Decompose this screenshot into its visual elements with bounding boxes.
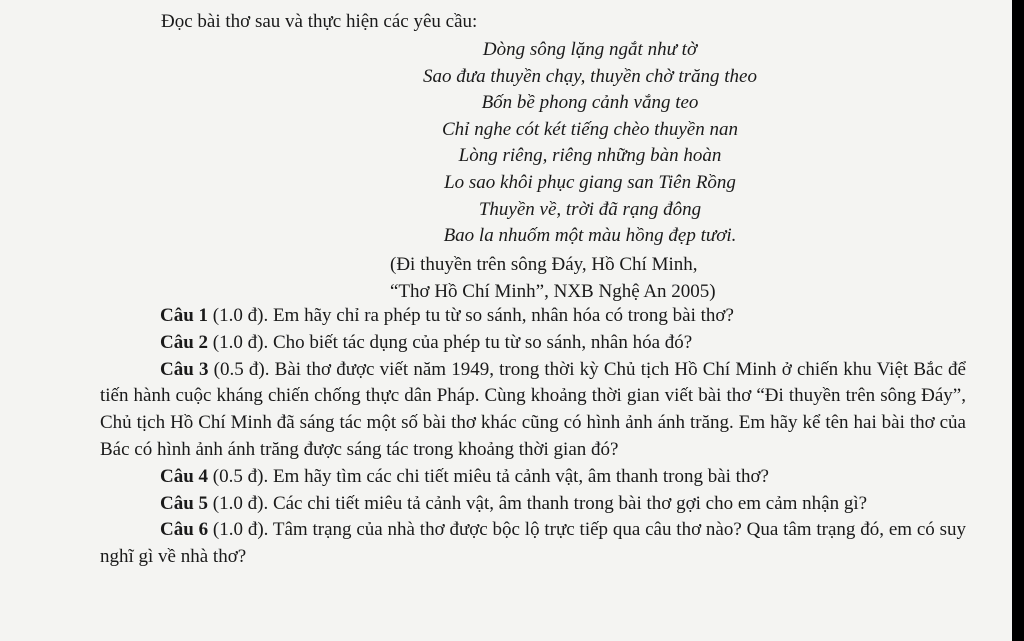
- question-text: (1.0 đ). Cho biết tác dụng của phép tu từ so sánh, nhân hóa đó?: [208, 331, 693, 353]
- question-label: Câu 4: [160, 465, 209, 487]
- poem-line: Bốn bề phong cảnh vắng teo: [481, 92, 699, 114]
- question-label: Câu 1: [160, 305, 209, 326]
- question-text: (0.5 đ). Bài thơ được viết năm 1949, trong thời kỳ Chủ tịch Hồ Chí Minh ở chiến khu Việt Bắc để tiến hành cuộc kháng chiến chống thực dân Pháp. Cùng khoảng thời gian viết bài thơ “Đi thuyền trên sông Đáy”, Chủ tịch Hồ Chí Minh đã sáng tác một số bài thơ khác cũng có hình ảnh ánh trăng. Em hãy kể tên hai bài thơ của Bác có hình ảnh ánh trăng được sáng tác trong khoảng thời gian đó?: [100, 358, 966, 460]
- question-text: (1.0 đ). Các chi tiết miêu tả cảnh vật, âm thanh trong bài thơ gợi cho em cảm nhận gì?: [208, 492, 868, 514]
- poem-line: Bao la nhuốm một màu hồng đẹp tươi.: [443, 225, 737, 247]
- poem-line: Chỉ nghe cót két tiếng chèo thuyền nan: [442, 118, 738, 140]
- poem-line: Thuyền về, trời đã rạng đông: [478, 198, 702, 220]
- question-label: Câu 6: [160, 519, 209, 541]
- question-list: [100, 303, 966, 571]
- source-line: “Thơ Hồ Chí Minh”, NXB Nghệ An 2005): [390, 280, 716, 302]
- poem-source: [390, 252, 716, 305]
- question-text: (0.5 đ). Em hãy tìm các chi tiết miêu tả cảnh vật, âm thanh trong bài thơ?: [208, 465, 769, 487]
- poem-line: Lo sao khôi phục giang san Tiên Rồng: [444, 171, 736, 193]
- instruction-text: Đọc bài thơ sau và thực hiện các yêu cầu:: [161, 11, 478, 32]
- poem: [330, 37, 850, 250]
- source-line: (Đi thuyền trên sông Đáy, Hồ Chí Minh,: [390, 254, 698, 275]
- question-text: (1.0 đ). Em hãy chỉ ra phép tu từ so sánh, nhân hóa có trong bài thơ?: [208, 305, 734, 326]
- question-4: [100, 464, 966, 491]
- question-1: [100, 303, 966, 330]
- question-text: (1.0 đ). Tâm trạng của nhà thơ được bộc lộ trực tiếp qua câu thơ nào? Qua tâm trạng đó, em có suy nghĩ gì về nhà thơ?: [100, 519, 966, 568]
- question-3: [100, 357, 966, 464]
- poem-line: Sao đưa thuyền chạy, thuyền chờ trăng theo: [423, 65, 757, 87]
- question-5: [100, 491, 966, 518]
- poem-line: Dòng sông lặng ngắt như tờ: [482, 39, 698, 60]
- question-2: [100, 330, 966, 357]
- question-label: Câu 3: [160, 358, 209, 380]
- question-label: Câu 2: [160, 331, 209, 353]
- poem-line: Lòng riêng, riêng những bàn hoàn: [458, 145, 722, 167]
- question-6: [100, 517, 966, 571]
- question-label: Câu 5: [160, 492, 209, 514]
